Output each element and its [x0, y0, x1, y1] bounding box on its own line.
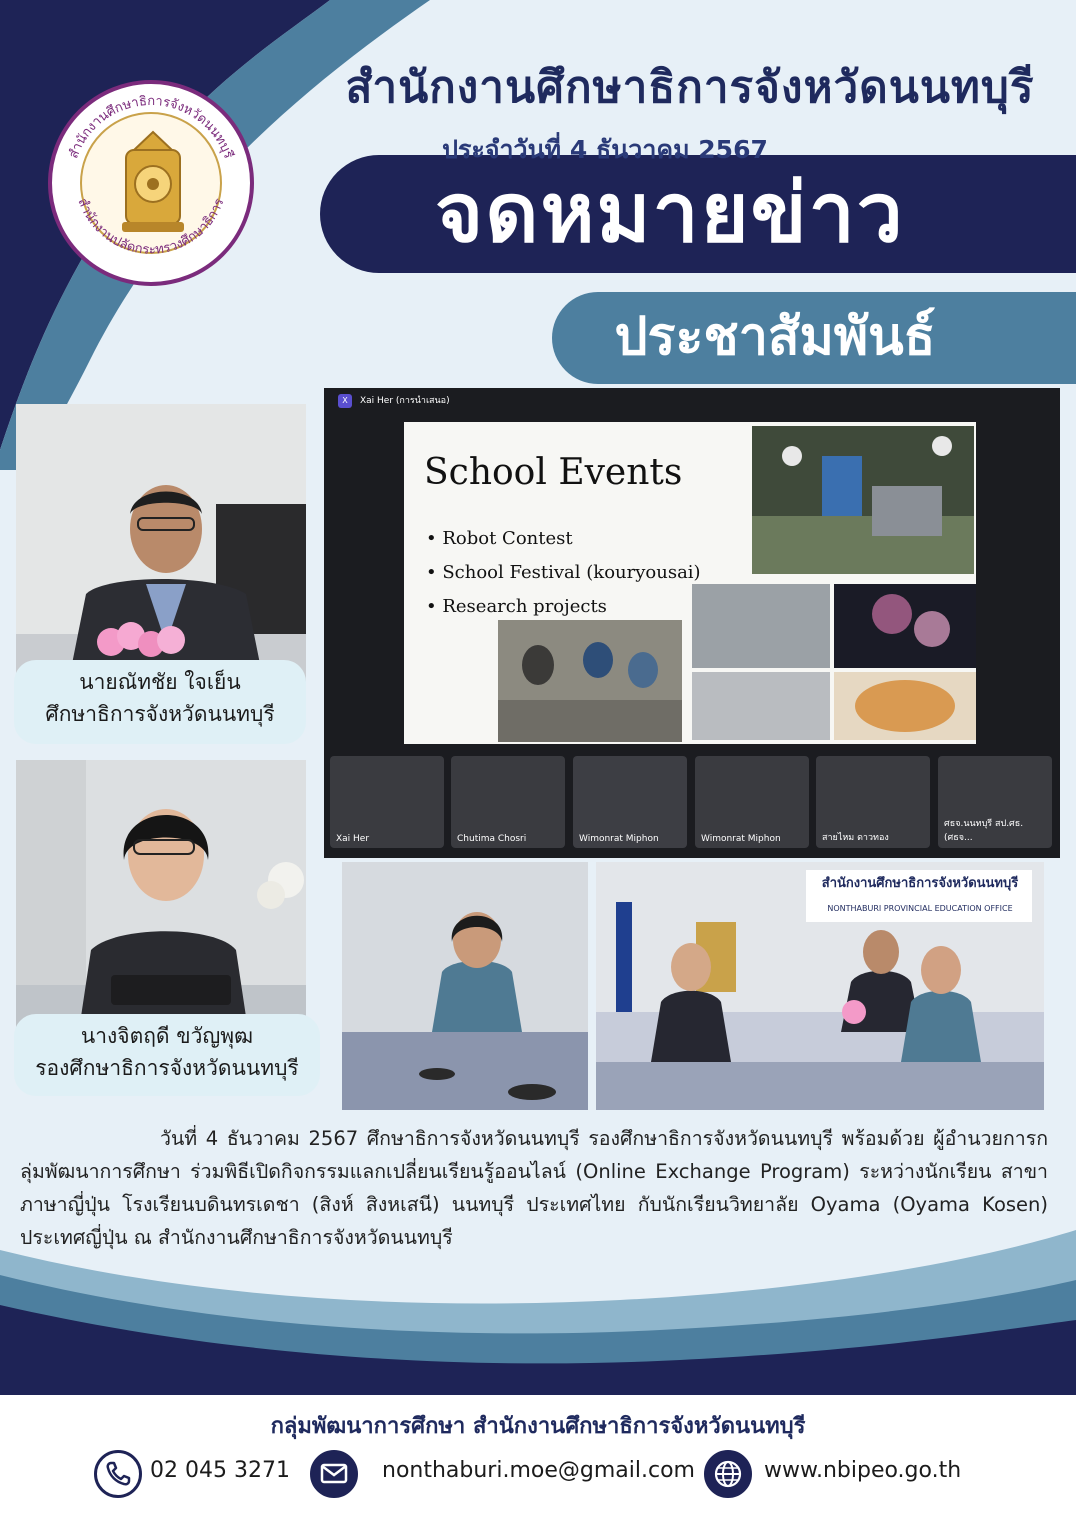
seal-ring-text: [48, 80, 254, 286]
seal-text-bottom: สำนักงานปลัดกระทรวงศึกษาธิการ: [74, 196, 228, 258]
footer-title: กลุ่มพัฒนาการศึกษา สำนักงานศึกษาธิการจังหวัดนนทบุรี: [270, 1414, 806, 1439]
svg-text:สำนักงานศึกษาธิการจังหวัดนนทบุ: [66, 94, 236, 161]
director-photo-art: [16, 404, 306, 694]
slide-title: School Events: [424, 452, 683, 493]
svg-text:สำนักงานปลัดกระทรวงศึกษาธิการ: [74, 196, 227, 258]
participant-tile-6: ศธจ.นนทบุรี สป.ศธ. (ศธจ...: [938, 756, 1052, 848]
slide-bullet-1: • Robot Contest: [426, 528, 573, 549]
office-sign-thai: สำนักงานศึกษาธิการจังหวัดนนทบุรี: [821, 876, 1019, 891]
meeting-room-art: [596, 862, 1044, 1110]
participant-photo-art: [342, 862, 588, 1110]
news-paragraph: [20, 1122, 1048, 1254]
participant-tile-5: สายไหม ดาวทอง: [816, 756, 930, 848]
participant-tile-2: Chutima Chosri: [451, 756, 565, 848]
caption-director: [14, 660, 306, 744]
mail-icon: [310, 1450, 358, 1498]
photo-participant: [342, 862, 588, 1110]
deputy-photo-art: [16, 760, 306, 1050]
participant-tile-4: Wimonrat Miphon: [695, 756, 809, 848]
sub-title: ประชาสัมพันธ์: [614, 307, 936, 367]
photo-meeting-room: [596, 862, 1044, 1110]
photo-director: [16, 404, 306, 694]
org-title: สำนักงานศึกษาธิการจังหวัดนนทบุรี: [345, 62, 1035, 113]
date-line: ประจำวันที่ 4 ธันวาคม 2567: [442, 135, 768, 164]
slide-research-photo: [498, 620, 682, 742]
office-sign-english: NONTHABURI PROVINCIAL EDUCATION OFFICE: [827, 904, 1013, 913]
director-position: ศึกษาธิการจังหวัดนนทบุรี: [45, 702, 275, 726]
participant-tile-1: Xai Her: [330, 756, 444, 848]
news-paragraph-text: วันที่ 4 ธันวาคม 2567 ศึกษาธิการจังหวัดนนทบุรี รองศึกษาธิการจังหวัดนนทบุรี พร้อมด้วย ผู้อำนวยการกลุ่มพัฒนาการศึกษา ร่วมพิธีเปิดกิจกรรมแลกเปลี่ยนเรียนรู้ออนไลน์ (Online Exchange Program) ระหว่างนักเรียน สาขา ภาษาญี่ปุ่น โรงเรียนบดินทรเดชา (สิงห์ สิงหเสนี) นนทบุรี ประเทศไทย กับนักเรียนวิทยาลัย Oyama (Oyama Kosen) ประเทศญี่ปุ่น ณ สำนักงานศึกษาธิการจังหวัดนนทบุรี: [20, 1127, 1048, 1249]
footer-email[interactable]: nonthaburi.moe@gmail.com: [382, 1458, 695, 1483]
footer-website[interactable]: www.nbipeo.go.th: [764, 1458, 962, 1483]
deputy-position: รองศึกษาธิการจังหวัดนนทบุรี: [35, 1056, 299, 1080]
main-title: จดหมายข่าว: [435, 166, 905, 261]
photo-deputy: [16, 760, 306, 1050]
phone-icon: [94, 1450, 142, 1498]
zoom-logo-icon: X: [338, 394, 352, 408]
deputy-name: นางจิตฤดี ขวัญพุฒ: [80, 1024, 254, 1048]
seal-text-top: สำนักงานศึกษาธิการจังหวัดนนทบุรี: [66, 93, 236, 161]
slide-bullet-3: • Research projects: [426, 596, 607, 617]
slide-robot-photo: [752, 426, 974, 574]
slide-bullet-2: • School Festival (kouryousai): [426, 562, 701, 583]
footer-phone[interactable]: 02 045 3271: [150, 1458, 290, 1483]
zoom-window-title: Xai Her (การนำเสนอ): [360, 396, 450, 406]
slide-festival-photos: [692, 584, 976, 740]
director-name: นายณัทชัย ใจเย็น: [79, 670, 241, 694]
caption-deputy: [14, 1014, 320, 1096]
participant-tile-3: Wimonrat Miphon: [573, 756, 687, 848]
globe-icon: [704, 1450, 752, 1498]
